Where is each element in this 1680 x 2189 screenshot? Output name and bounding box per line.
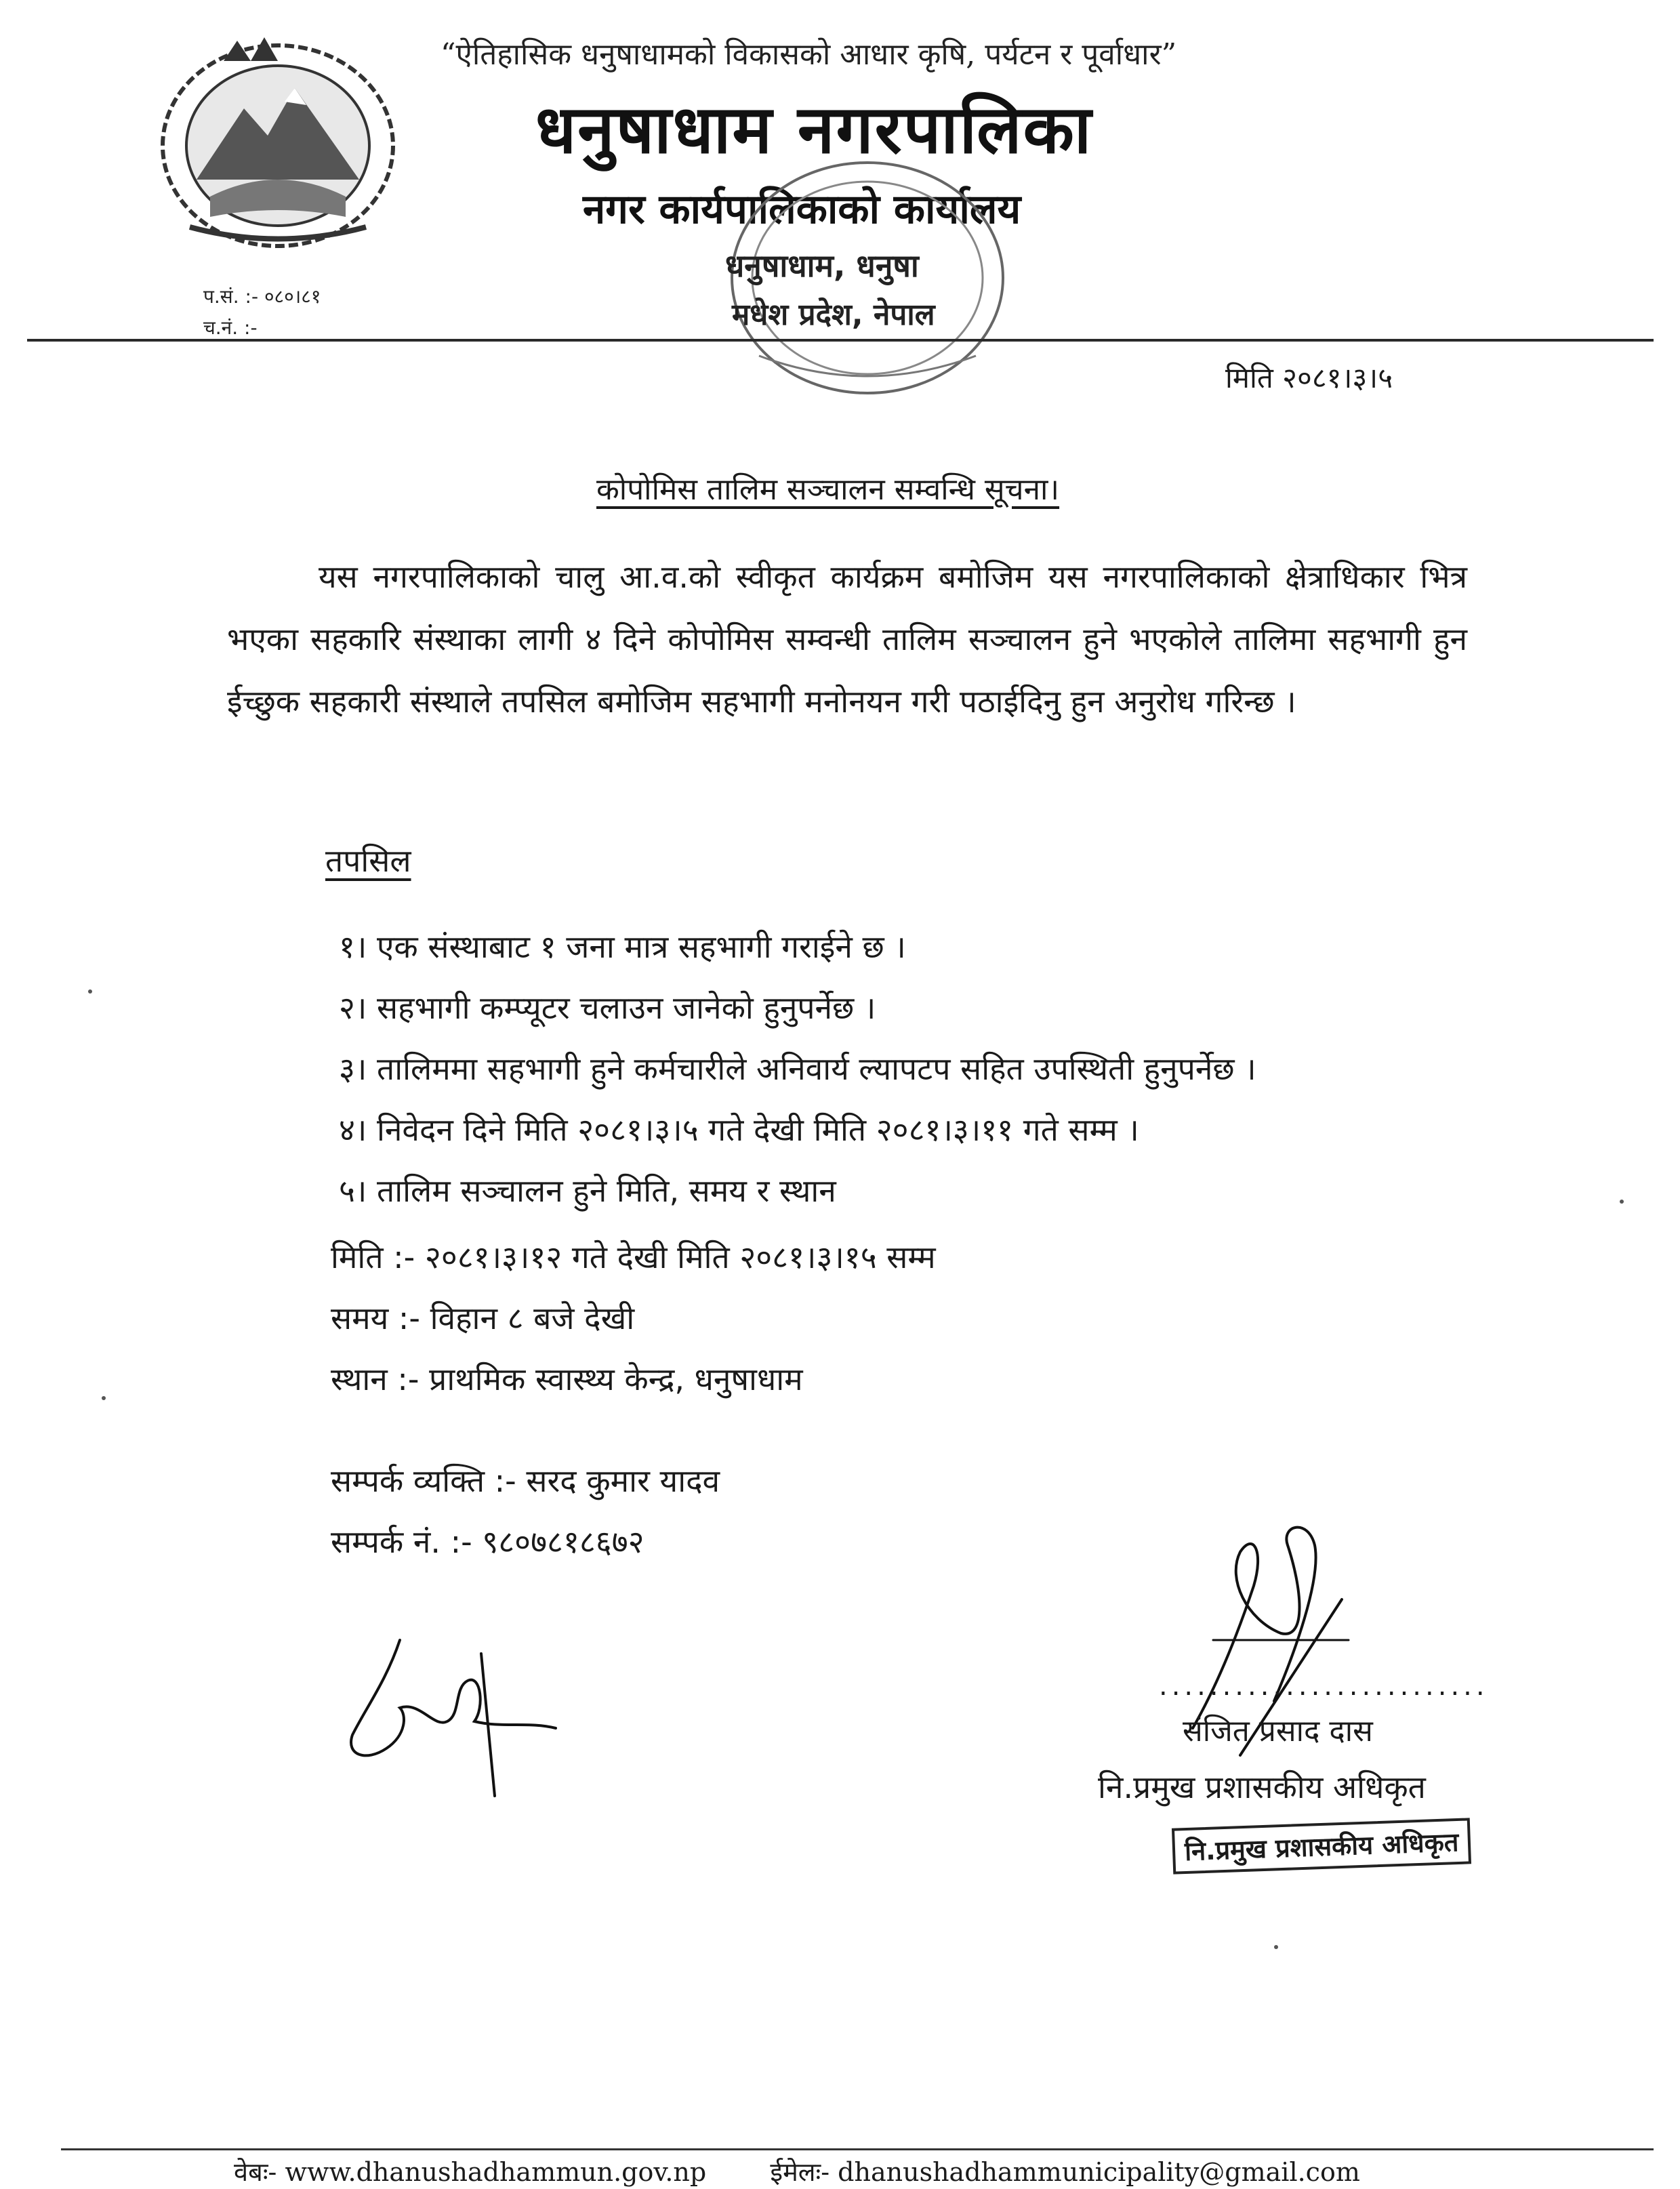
office-subtitle: नगर कार्यपालिकाको कार्यालय: [583, 186, 1021, 233]
left-signature: [339, 1627, 569, 1803]
email-link[interactable]: dhanushadhammunicipality@gmail.com: [838, 2157, 1360, 2187]
list-item: ४। निवेदन दिने मिति २०८१।३।५ गते देखी मिति २०८१।३।११ गते सम्म ।: [339, 1111, 1139, 1148]
list-item: २। सहभागी कम्प्यूटर चलाउन जानेको हुनुपर्नेछ ।: [339, 989, 876, 1026]
dispatch-number: च.नं. :-: [203, 316, 258, 339]
header-divider: [27, 339, 1654, 342]
reference-number: प.सं. :- ०८०।८१: [203, 285, 321, 308]
schedule-date: मिति :- २०८१।३।१२ गते देखी मिति २०८१।३।१५ सम्म: [331, 1239, 936, 1275]
contact-number: सम्पर्क नं. :- ९८०७८१८६७२: [331, 1523, 644, 1560]
municipality-title: धनुषाधाम नगरपालिका: [535, 91, 1093, 169]
scan-speck: [88, 989, 92, 994]
officer-stamp: नि.प्रमुख प्रशासकीय अधिकृत: [1172, 1818, 1472, 1874]
contact-block: [331, 1450, 720, 1572]
list-item: १। एक संस्थाबाट १ जना मात्र सहभागी गराईने छ ।: [339, 928, 906, 965]
notice-subject: कोपोमिस तालिम सञ्चालन सम्वन्धि सूचना।: [596, 472, 1060, 507]
municipal-motto: “ऐतिहासिक धनुषाधामको विकासको आधार कृषि, पर्यटन र पूर्वाधार”: [441, 37, 1177, 72]
scan-speck: [1274, 1945, 1278, 1949]
schedule-time: समय :- विहान ८ बजे देखी: [331, 1300, 635, 1336]
scan-speck: [1620, 1200, 1624, 1204]
web-label: वेबः-: [234, 2157, 277, 2187]
officer-designation: नि.प्रमुख प्रशासकीय अधिकृत: [1098, 1769, 1426, 1805]
list-item: ३। तालिममा सहभागी हुने कर्मचारीले अनिवार्य ल्यापटप सहित उपस्थिती हुनुपर्नेछ ।: [339, 1050, 1256, 1087]
officer-name: संजित प्रसाद दास: [1183, 1714, 1373, 1748]
details-list: [339, 916, 1256, 1221]
address-line-2: मधेश प्रदेश, नेपाल: [732, 298, 935, 332]
contact-person: सम्पर्क व्यक्ति :- सरद कुमार यादव: [331, 1462, 720, 1499]
scan-speck: [102, 1396, 106, 1400]
schedule-place: स्थान :- प्राथमिक स्वास्थ्य केन्द्र, धनुषाधाम: [331, 1361, 803, 1397]
signature-line: ..........................: [1159, 1671, 1489, 1702]
nepal-emblem-icon: [149, 34, 407, 251]
website-link[interactable]: www.dhanushadhammun.gov.np: [285, 2157, 707, 2187]
notice-body: यस नगरपालिकाको चालु आ.व.को स्वीकृत कार्यक्रम बमोजिम यस नगरपालिकाको क्षेत्राधिकार भित्र भएका सहकारि संस्थाका लागी ४ दिने कोपोमिस सम्वन्धी तालिम सञ्चालन हुने भएकोले तालिमा सहभागी हुन ईच्छुक सहकारी संस्थाले तपसिल बमोजिम सहभागी मनोनयन गरी पठाईदिनु हुन अनुरोध गरिन्छ ।: [227, 558, 1467, 720]
address-line-1: धनुषाधाम, धनुषा: [725, 247, 919, 284]
footer-divider: [61, 2148, 1654, 2150]
details-heading: तपसिल: [325, 842, 411, 879]
reference-block: [203, 281, 321, 344]
email-label: ईमेलः-: [770, 2157, 830, 2187]
footer: [234, 2154, 1360, 2189]
training-schedule: [331, 1227, 936, 1410]
letter-date: मिति २०८१।३।५: [1225, 361, 1393, 394]
list-item: ५। तालिम सञ्चालन हुने मिति, समय र स्थान: [339, 1172, 836, 1209]
